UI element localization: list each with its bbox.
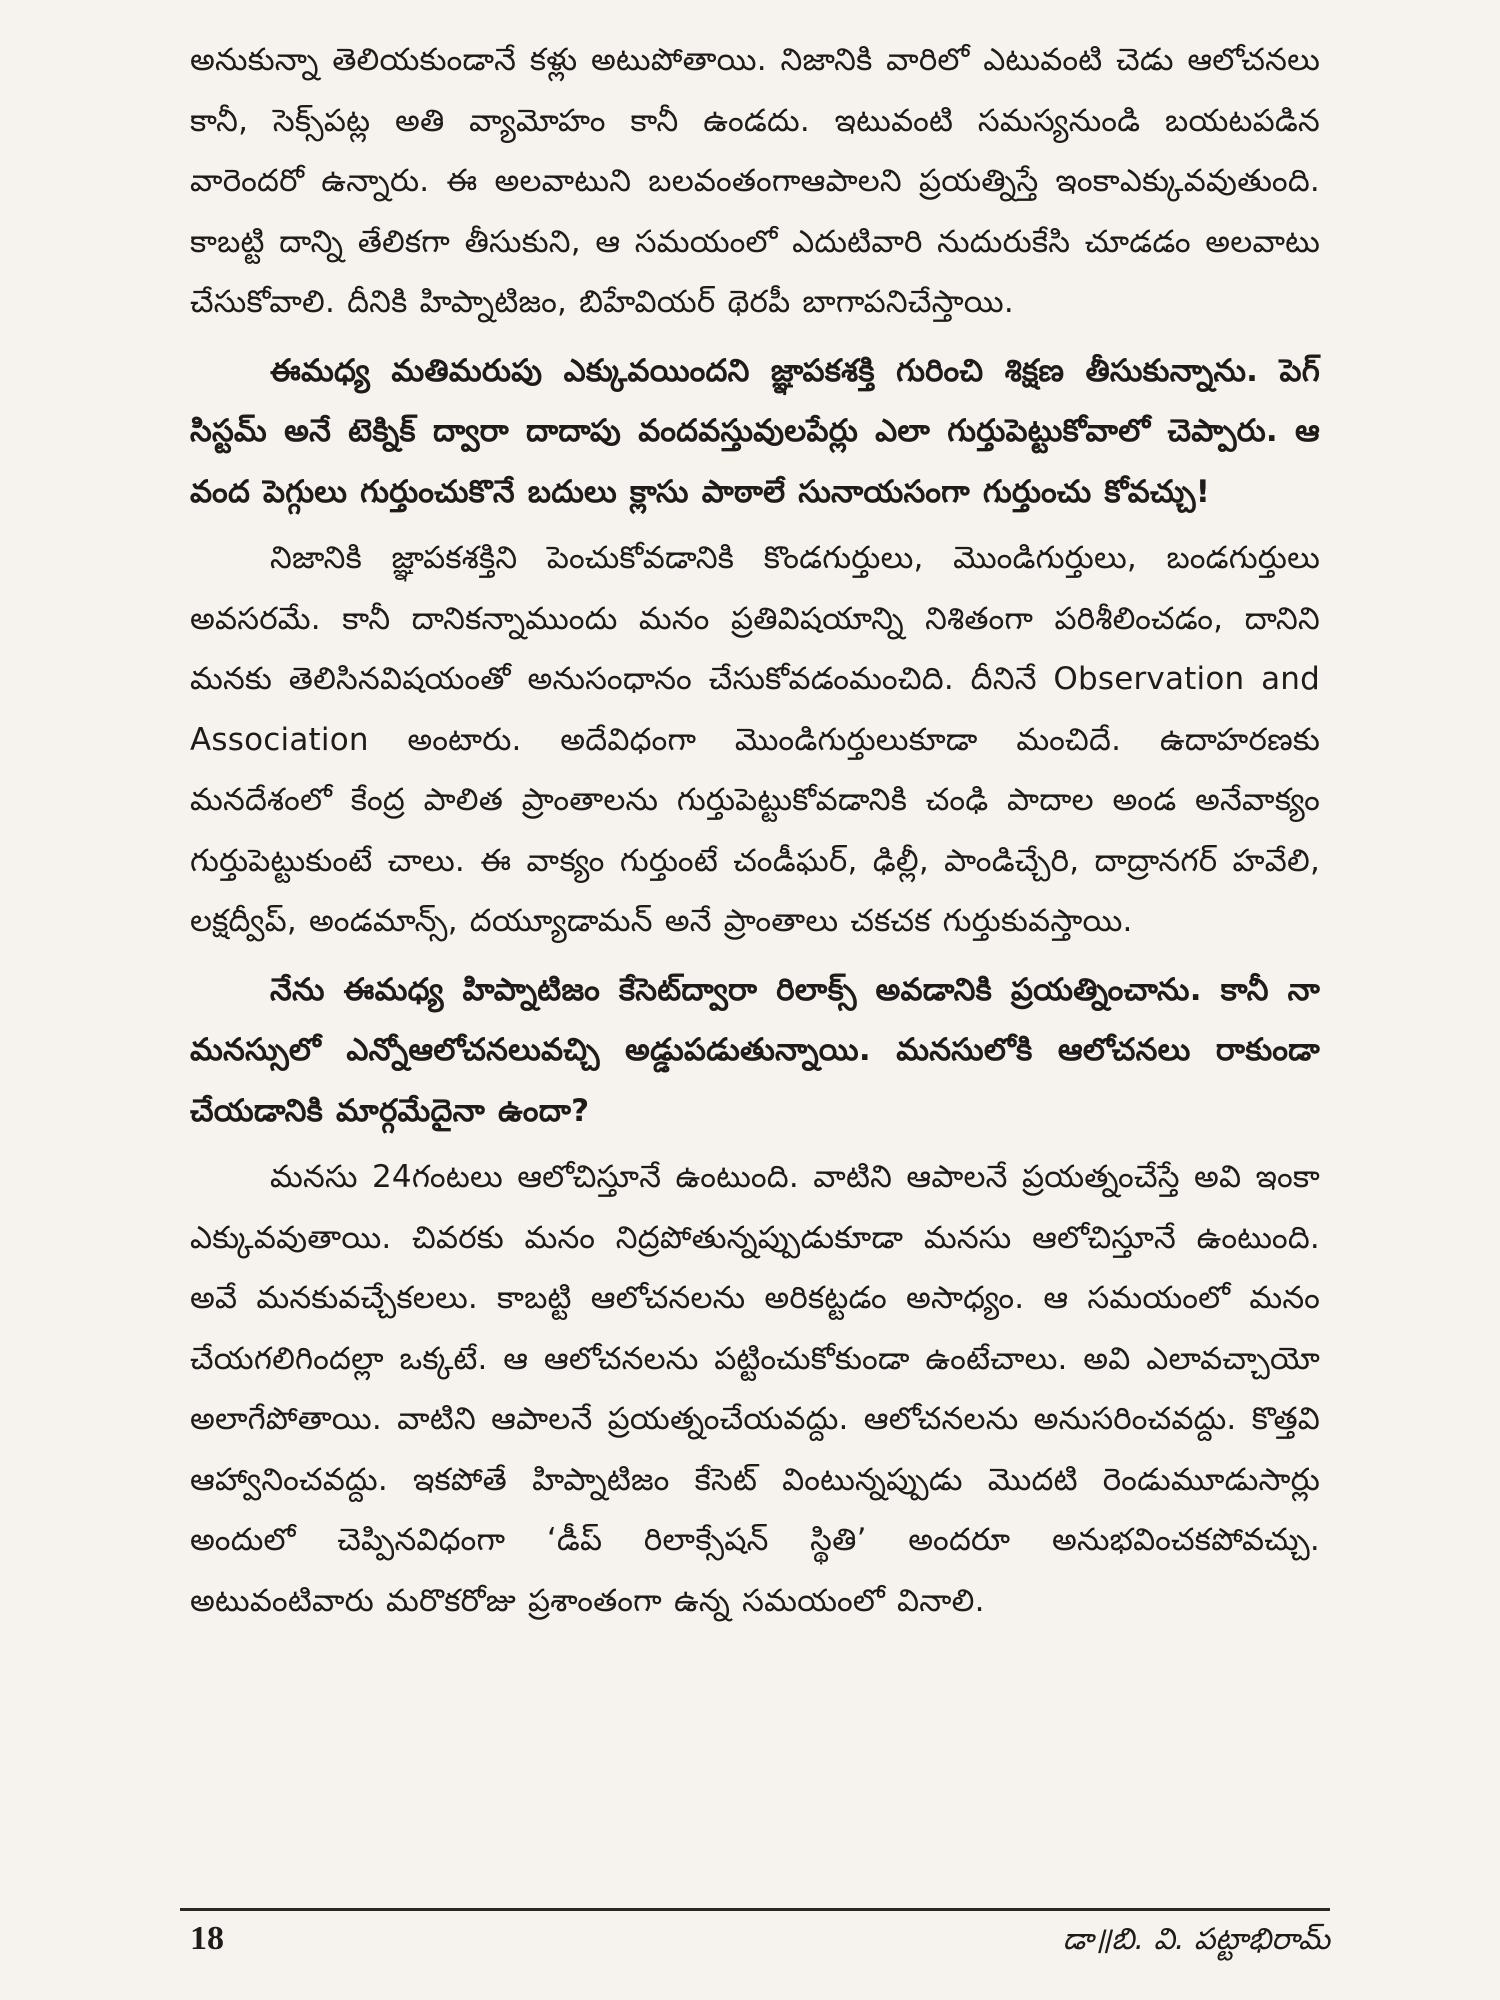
footer-rule xyxy=(180,1908,1330,1911)
paragraph-continuation: అనుకున్నా తెలియకుండానే కళ్లు అటుపోతాయి. నిజానికి వారిలో ఎటువంటి చెడు ఆలోచనలు కానీ, సెక్స్‌పట్ల అతి వ్యామోహం కానీ ఉండదు. ఇటువంటి సమస్యనుండి బయటపడిన వారెందరో ఉన్నారు. ఈ అలవాటుని బలవంతంగాఆపాలని ప్రయత్నిస్తే ఇంకాఎక్కువవుతుంది. కాబట్టి దాన్ని తేలికగా తీసుకుని, ఆ సమయంలో ఎదుటివారి నుదురుకేసి చూడడం అలవాటు చేసుకోవాలి. దీనికి హిప్నాటిజం, బిహేవియర్ థెరపీ బాగాపనిచేస్తాయి. xyxy=(190,42,1320,320)
answer-paragraph: నిజానికి జ్ఞాపకశక్తిని పెంచుకోవడానికి కొండగుర్తులు, మొండిగుర్తులు, బండగుర్తులు అవసరమే. కానీ దానికన్నాముందు మనం ప్రతివిషయాన్ని నిశితంగా పరిశీలించడం, దానిని మనకు తెలిసినవిషయంతో అనుసంధానం చేసుకోవడంమంచిది. దీనినే Observation and Association అంటారు. అదేవిధంగా మొండిగుర్తులుకూడా మంచిదే. ఉదాహరణకు మనదేశంలో కేంద్ర పాలిత ప్రాంతాలను గుర్తుపెట్టుకోవడానికి చంఢి పాదాల అండ అనేవాక్యం గుర్తుపెట్టుకుంటే చాలు. ఈ వాక్యం గుర్తుంటే చండీఘర్, ఢిల్లీ, పాండిచ్చేరి, దాద్రానగర్ హవేలి, లక్షద్వీప్, అండమాన్స్, దయ్యూడామన్ అనే ప్రాంతాలు చకచక గుర్తుకువస్తాయి. xyxy=(190,540,1320,939)
question-paragraph: ఈమధ్య మతిమరుపు ఎక్కువయిందని జ్ఞాపకశక్తి గురించి శిక్షణ తీసుకున్నాను. పెగ్ సిస్టమ్ అనే టెక్నిక్ ద్వారా దాదాపు వందవస్తువులపేర్లు ఎలా గుర్తుపెట్టుకోవాలో చెప్పారు. ఆ వంద పెగ్గులు గుర్తుంచుకొనే బదులు క్లాసు పాఠాలే సునాయసంగా గుర్తుంచు కోవచ్చు! xyxy=(190,352,1320,510)
page-body xyxy=(190,30,1320,1631)
page-number: 18 xyxy=(190,1920,224,1957)
answer-paragraph: మనసు 24గంటలు ఆలోచిస్తూనే ఉంటుంది. వాటిని ఆపాలనే ప్రయత్నంచేస్తే అవి ఇంకా ఎక్కువవుతాయి. చివరకు మనం నిద్రపోతున్నప్పుడుకూడా మనసు ఆలోచిస్తూనే ఉంటుంది. అవే మనకువచ్చేకలలు. కాబట్టి ఆలోచనలను అరికట్టడం అసాధ్యం. ఆ సమయంలో మనం చేయగలిగిందల్లా ఒక్కటే. ఆ ఆలోచనలను పట్టించుకోకుండా ఉంటేచాలు. అవి ఎలావచ్చాయో అలాగేపోతాయి. వాటిని ఆపాలనే ప్రయత్నంచేయవద్దు. ఆలోచనలను అనుసరించవద్దు. కొత్తవి ఆహ్వానించవద్దు. ఇకపోతే హిప్నాటిజం కేసెట్ వింటున్నప్పుడు మొదటి రెండుమూడుసార్లు అందులో చెప్పినవిధంగా ‘డీప్ రిలాక్సేషన్ స్థితి’ అందరూ అనుభవించకపోవచ్చు. అటువంటివారు మరొకరోజు ప్రశాంతంగా ఉన్న సమయంలో వినాలి. xyxy=(190,1159,1320,1619)
page-footer xyxy=(180,1908,1330,1968)
question-paragraph: నేను ఈమధ్య హిప్నాటిజం కేసెట్‌ద్వారా రిలాక్స్ అవడానికి ప్రయత్నించాను. కానీ నా మనస్సులో ఎన్నోఆలోచనలువచ్చి అడ్డుపడుతున్నాయి. మనసులోకి ఆలోచనలు రాకుండా చేయడానికి మార్గమేదైనా ఉందా? xyxy=(190,971,1320,1129)
author-name: డా॥బి. వి. పట్టాభిరామ్ xyxy=(1062,1922,1330,1957)
